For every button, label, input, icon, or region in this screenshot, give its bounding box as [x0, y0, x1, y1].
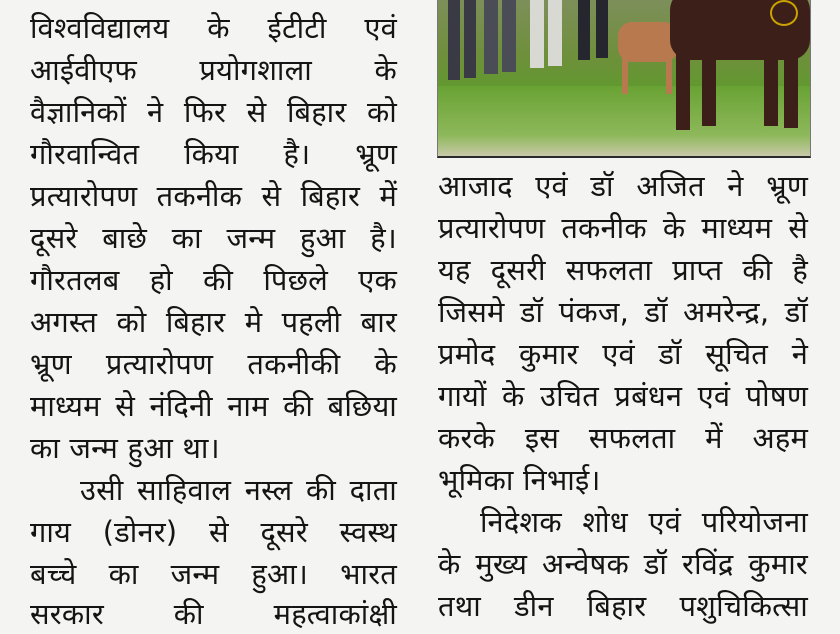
left-line-1: विश्वविद्यालय के ईटीटी एवं — [30, 11, 397, 45]
right-line-1: आजाद एवं डॉ अजित ने भ्रूण — [438, 169, 808, 203]
left-line-4: गौरवान्वित किया है। भ्रूण — [30, 137, 397, 171]
right-line-4: जिसमे डॉ पंकज, डॉ अमरेन्द्र, डॉ — [438, 295, 808, 329]
right-line-7: करके इस सफलता में अहम — [438, 421, 808, 455]
left-line-3: वैज्ञानिकों ने फिर से बिहार को — [30, 95, 397, 129]
photo-cow-leg — [676, 50, 690, 130]
photo-ground — [438, 86, 810, 156]
photo-calf — [618, 22, 678, 62]
right-line-6: गायों के उचित प्रबंधन एवं पोषण — [438, 379, 808, 413]
photo-cow-leg — [702, 50, 716, 126]
left-line-15: सरकार की महत्वाकांक्षी — [30, 597, 397, 631]
right-line-10: के मुख्य अन्वेषक डॉ रविंद्र कुमार — [438, 547, 808, 581]
photo-cow-leg — [764, 50, 778, 126]
photo-person-leg — [484, 0, 498, 74]
left-line-8: अगस्त को बिहार मे पहली बार — [30, 305, 397, 339]
photo-person-leg — [530, 0, 544, 68]
photo-person-leg — [548, 0, 562, 66]
right-line-2: प्रत्यारोपण तकनीक के माध्यम से — [438, 211, 808, 245]
left-line-14: बच्चे का जन्म हुआ। भारत — [30, 557, 397, 591]
right-line-8: भूमिका निभाई। — [438, 463, 601, 497]
photo-cow-leg — [784, 50, 798, 128]
left-line-10: माध्यम से नंदिनी नाम की बछिया — [30, 389, 397, 423]
photo-calf-leg — [622, 58, 628, 94]
photo-person-leg — [464, 0, 476, 78]
left-line-6: दूसरे बाछे का जन्म हुआ है। — [30, 221, 397, 255]
photo-person-leg — [578, 0, 590, 60]
left-line-11: का जन्म हुआ था। — [30, 431, 220, 465]
photo-calf-leg — [666, 58, 672, 94]
left-line-2: आईवीएफ प्रयोगशाला के — [30, 53, 397, 87]
right-line-9: निदेशक शोध एवं परियोजना — [480, 505, 808, 539]
left-line-12: उसी साहिवाल नस्ल की दाता — [80, 473, 397, 507]
news-photo-cow-calf — [437, 0, 811, 158]
right-line-3: यह दूसरी सफलता प्राप्त की है — [438, 253, 808, 287]
right-line-11: तथा डीन बिहार पशुचिकित्सा — [438, 589, 808, 623]
left-line-5: प्रत्यारोपण तकनीक से बिहार में — [30, 179, 397, 213]
left-line-13: गाय (डोनर) से दूसरे स्वस्थ — [30, 515, 397, 549]
photo-person-leg — [502, 0, 516, 72]
left-line-9: भ्रूण प्रत्यारोपण तकनीकी के — [30, 347, 397, 381]
right-line-5: प्रमोद कुमार एवं डॉ सूचित ने — [438, 337, 808, 371]
photo-person-leg — [448, 0, 460, 80]
photo-person-leg — [596, 0, 608, 58]
left-line-7: गौरतलब हो की पिछले एक — [30, 263, 397, 297]
photo-rope — [770, 0, 798, 26]
